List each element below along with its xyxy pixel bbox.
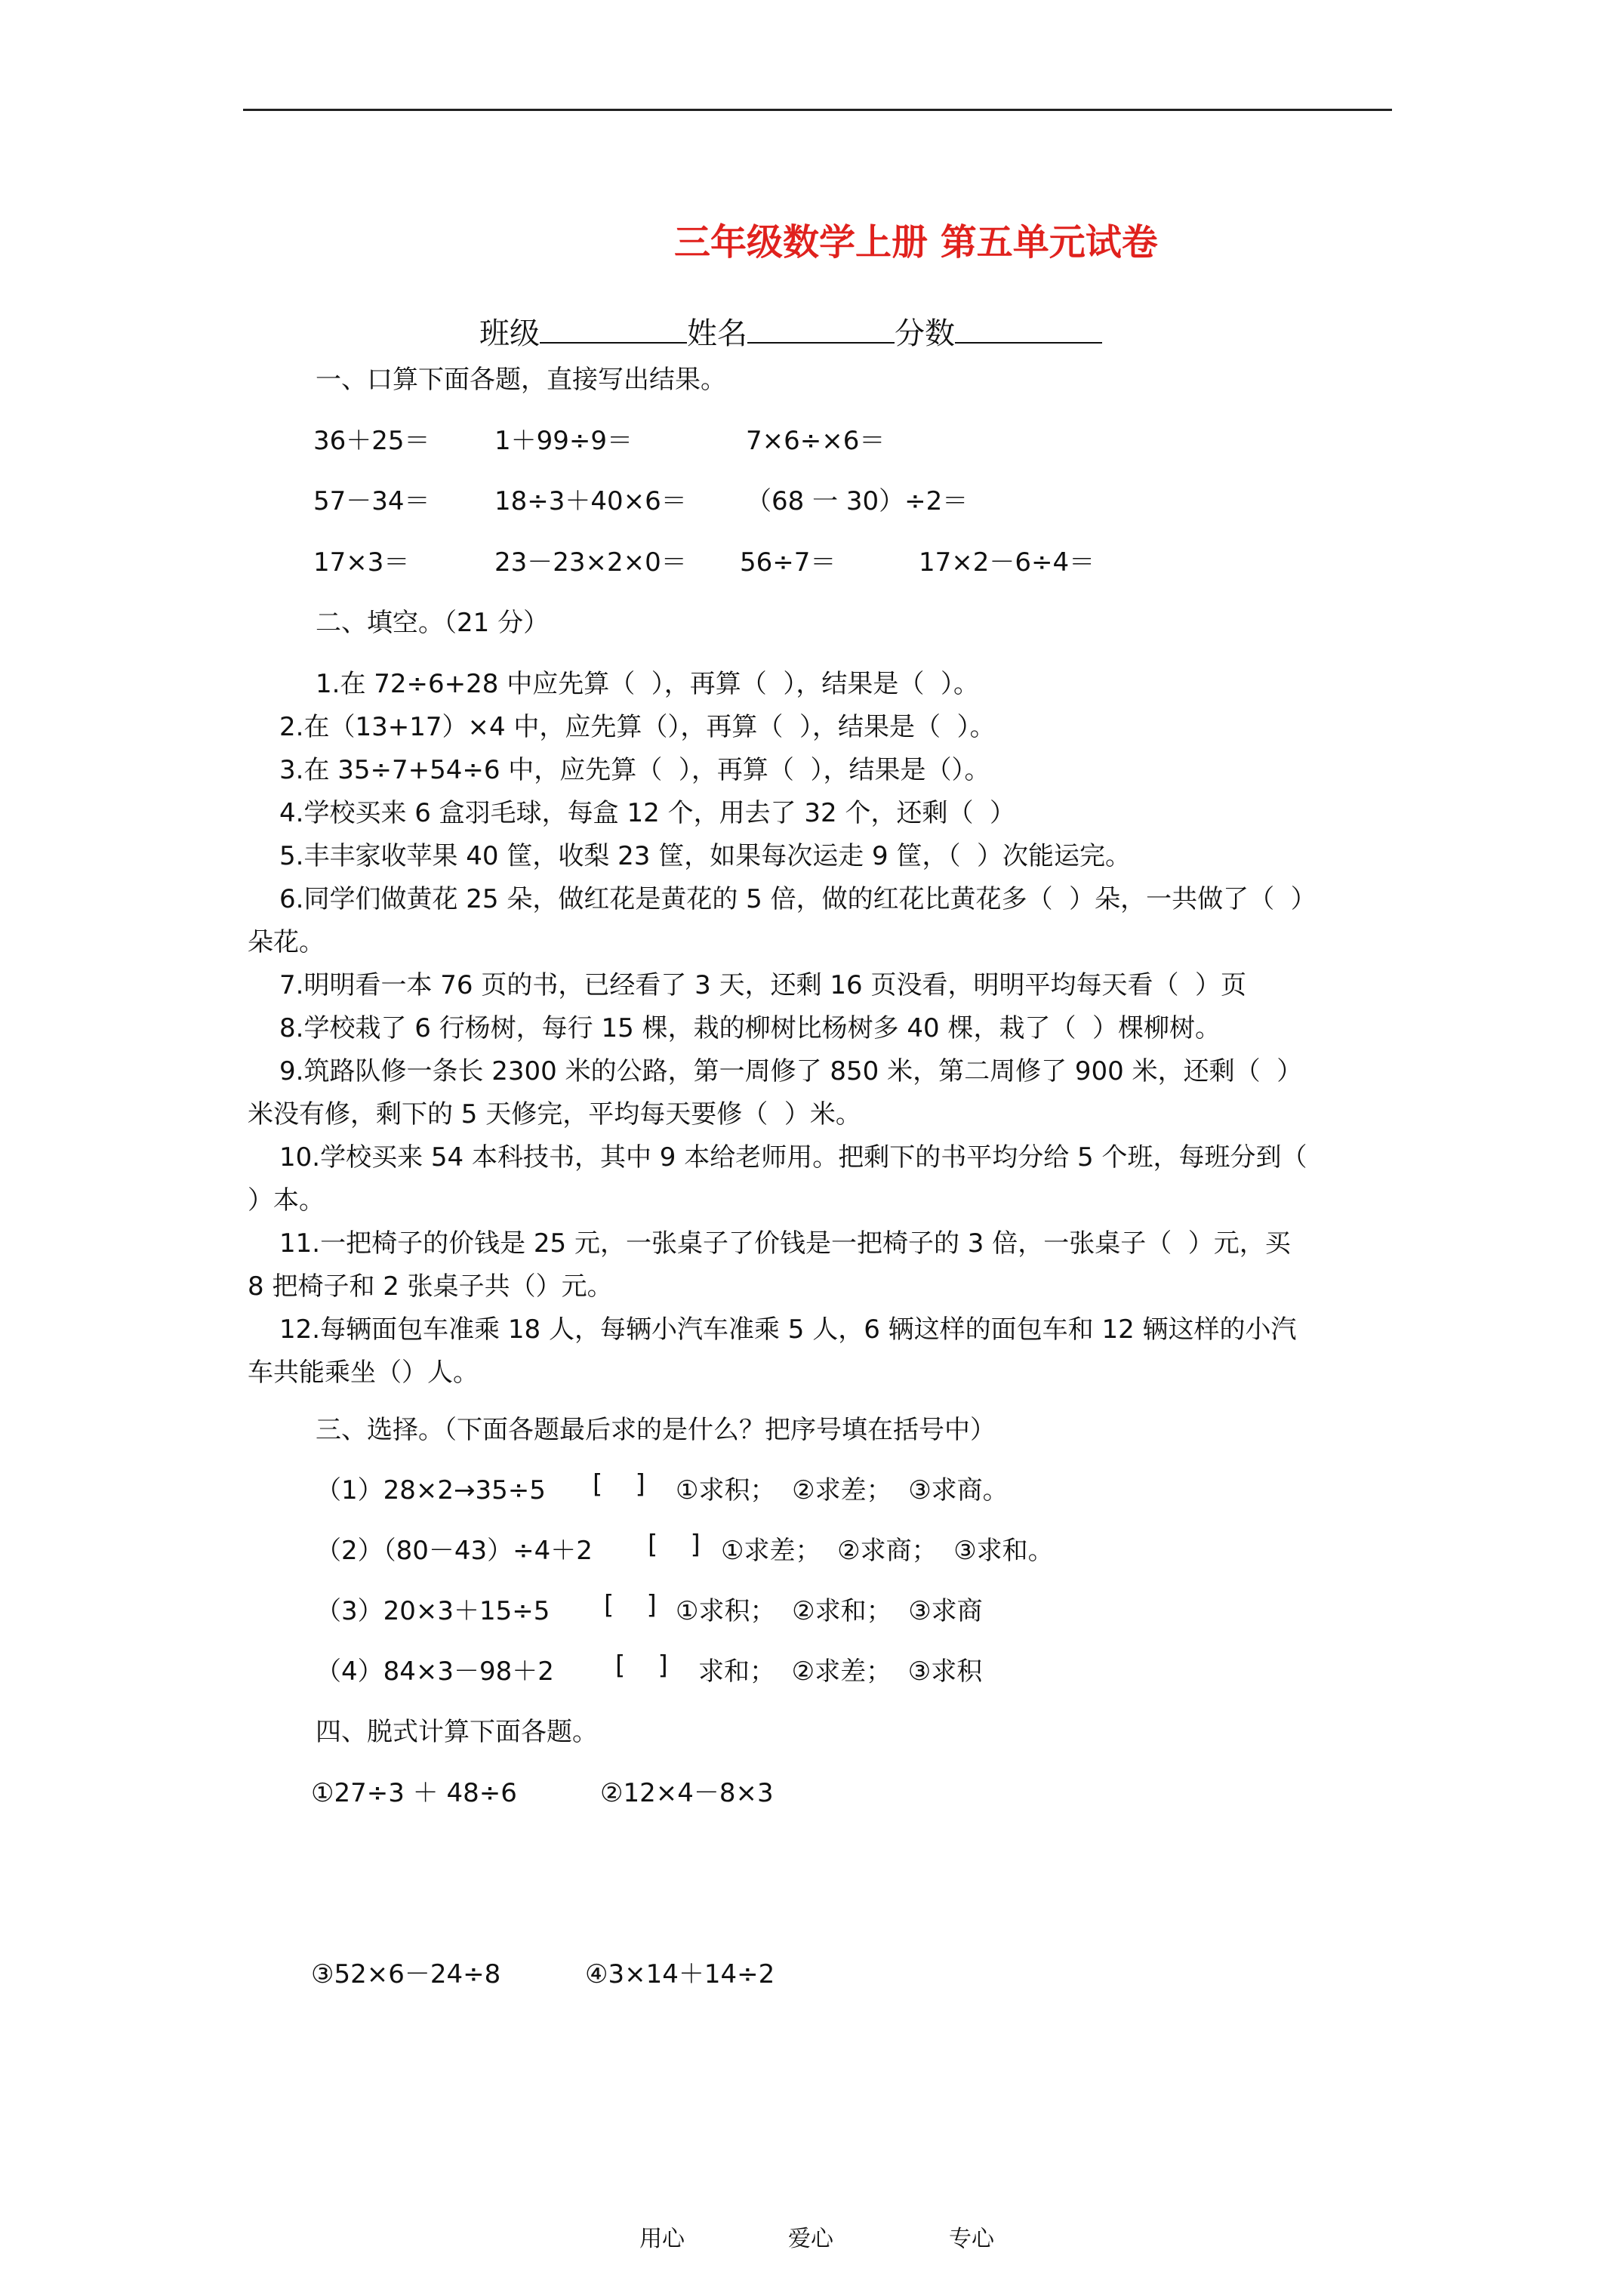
footer-text: 爱心 bbox=[788, 2226, 833, 2252]
fill-blank-line: 6.同学们做黄花 25 朵，做红花是黄花的 5 倍，做的红花比黄花多（ ）朵，一共做了（ ） bbox=[279, 884, 1317, 914]
footer-text: 用心 bbox=[639, 2226, 685, 2252]
mental-math-item: 7×6÷×6＝ bbox=[746, 426, 885, 456]
fill-blank-line: 车共能乘坐（）人。 bbox=[248, 1358, 479, 1388]
choice-options: 求和； ②求差； ③求积 bbox=[698, 1657, 983, 1687]
fill-blank-line: 2.在（13+17）×4 中，应先算（），再算（ ），结果是（ ）。 bbox=[279, 712, 996, 742]
fill-blank-line: 7.明明看一本 76 页的书，已经看了 3 天，还剩 16 页没看，明明平均每天看（ ）页 bbox=[279, 970, 1247, 1000]
mental-math-item: 23－23×2×0＝ bbox=[494, 547, 687, 578]
fill-blank-line: 米没有修，剩下的 5 天修完，平均每天要修（ ）米。 bbox=[248, 1099, 861, 1130]
class-blank[interactable] bbox=[540, 312, 687, 344]
fill-blank-line: 朵花。 bbox=[248, 927, 325, 957]
choice-bracket[interactable]: [ ] bbox=[648, 1530, 701, 1560]
mental-math-item: 17×3＝ bbox=[313, 547, 410, 578]
section3-heading: 三、选择。（下面各题最后求的是什么？把序号填在括号中） bbox=[316, 1415, 996, 1445]
choice-question: （4）84×3－98＋2 bbox=[316, 1657, 554, 1687]
fill-blank-line: 5.丰丰家收苹果 40 筐，收梨 23 筐，如果每次运走 9 筐，（ ）次能运完。 bbox=[279, 841, 1132, 871]
calc-problem: ④3×14＋14÷2 bbox=[585, 1959, 775, 1989]
choice-options: ①求积； ②求和； ③求商 bbox=[676, 1596, 983, 1626]
mental-math-item: 1＋99÷9＝ bbox=[494, 426, 633, 456]
fill-blank-line: 9.筑路队修一条长 2300 米的公路，第一周修了 850 米，第二周修了 900 米，还剩（ ） bbox=[279, 1056, 1303, 1086]
name-blank[interactable] bbox=[747, 312, 895, 344]
section1-heading: 一、口算下面各题，直接写出结果。 bbox=[316, 365, 726, 395]
choice-question: （2）（80－43）÷4＋2 bbox=[316, 1536, 593, 1566]
mental-math-item: （68 一 30）÷2＝ bbox=[746, 486, 969, 516]
class-label: 班级 bbox=[479, 316, 540, 351]
fill-blank-line: 10.学校买来 54 本科技书，其中 9 本给老师用。把剩下的书平均分给 5 个班，每班分到（ bbox=[279, 1142, 1307, 1173]
name-label: 姓名 bbox=[687, 316, 747, 351]
fill-blank-line: 4.学校买来 6 盒羽毛球，每盒 12 个，用去了 32 个，还剩（ ） bbox=[279, 798, 1016, 828]
section2-heading: 二、填空。（21 分） bbox=[316, 608, 550, 638]
choice-bracket[interactable]: [ ] bbox=[604, 1590, 657, 1620]
mental-math-item: 18÷3＋40×6＝ bbox=[494, 486, 687, 516]
choice-options: ①求差； ②求商； ③求和。 bbox=[721, 1536, 1054, 1566]
choice-question: （1）28×2→35÷5 bbox=[316, 1475, 546, 1505]
section4-heading: 四、脱式计算下面各题。 bbox=[316, 1717, 598, 1747]
score-label: 分数 bbox=[895, 316, 955, 351]
fill-blank-line: 8 把椅子和 2 张桌子共（）元。 bbox=[248, 1271, 613, 1302]
choice-bracket[interactable]: [ ] bbox=[593, 1469, 645, 1499]
fill-blank-line: 8.学校栽了 6 行杨树，每行 15 棵，栽的柳树比杨树多 40 棵，栽了（ ）棵柳树。 bbox=[279, 1013, 1221, 1043]
choice-options: ①求积； ②求差； ③求商。 bbox=[676, 1475, 1009, 1505]
choice-bracket[interactable]: [ ] bbox=[615, 1650, 668, 1681]
mental-math-item: 57－34＝ bbox=[313, 486, 430, 516]
header-rule bbox=[243, 109, 1392, 111]
calc-problem: ③52×6－24÷8 bbox=[311, 1959, 501, 1989]
score-blank[interactable] bbox=[955, 312, 1102, 344]
fill-blank-line: ）本。 bbox=[248, 1185, 325, 1216]
mental-math-item: 56÷7＝ bbox=[740, 547, 836, 578]
fill-blank-line: 11.一把椅子的价钱是 25 元，一张桌子了价钱是一把椅子的 3 倍，一张桌子（ ）元，买 bbox=[279, 1228, 1291, 1259]
fill-blank-line: 12.每辆面包车准乘 18 人，每辆小汽车准乘 5 人，6 辆这样的面包车和 12 辆这样的小汽 bbox=[279, 1314, 1297, 1345]
mental-math-item: 36＋25＝ bbox=[313, 426, 430, 456]
mental-math-item: 17×2－6÷4＝ bbox=[919, 547, 1095, 578]
footer-text: 专心 bbox=[949, 2226, 994, 2252]
student-info-line bbox=[479, 310, 1102, 353]
fill-blank-line: 1.在 72÷6+28 中应先算（ ），再算（ ），结果是（ ）。 bbox=[316, 669, 980, 699]
page-title: 三年级数学上册 第五单元试卷 bbox=[674, 221, 1158, 264]
fill-blank-line: 3.在 35÷7+54÷6 中，应先算（ ），再算（ ），结果是（）。 bbox=[279, 755, 990, 785]
calc-problem: ②12×4－8×3 bbox=[600, 1778, 774, 1808]
calc-problem: ①27÷3 ＋ 48÷6 bbox=[311, 1778, 517, 1808]
choice-question: （3）20×3＋15÷5 bbox=[316, 1596, 550, 1626]
